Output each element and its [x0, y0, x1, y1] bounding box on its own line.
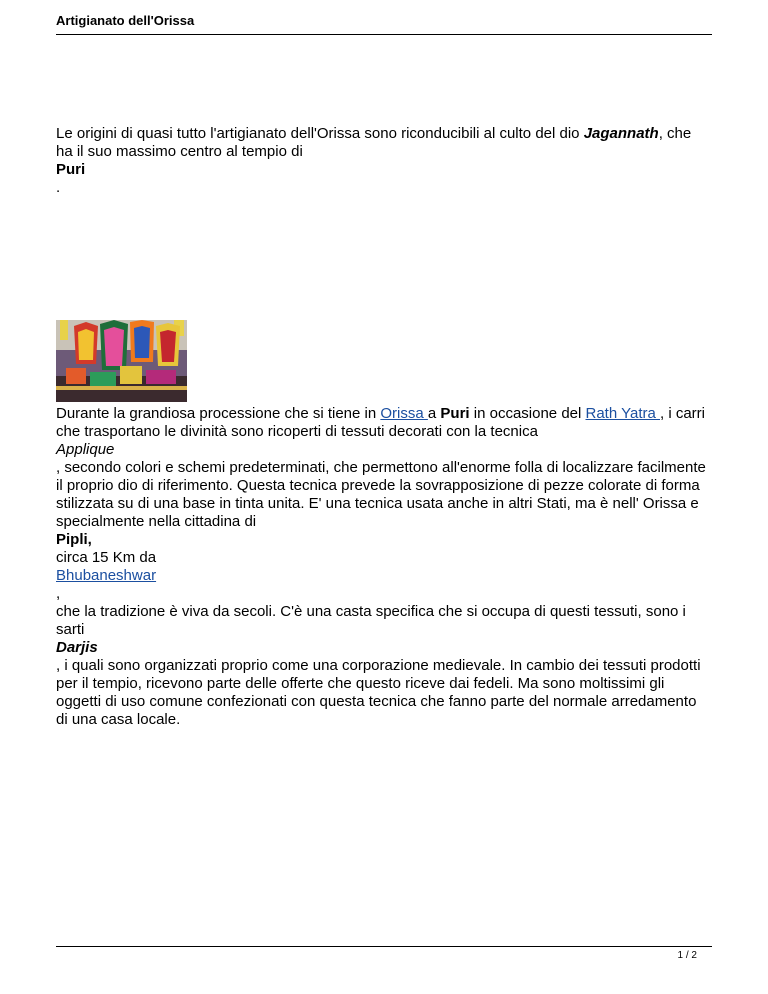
pipli-town [56, 531, 712, 549]
deity-name: Jagannath [583, 125, 659, 142]
technique-description: , secondo colori e schemi predeterminati, che permettono all'enorme folla di localizzare facilmente il proprio dio di riferimento. Questa tecnica prevede la sovrapposizione di pezze colorate di forma stilizzata su di una base in tinta unita. E' una tecnica usata anche in altri Stati, ma è nell' Orissa e specialmente nella cittadina di [56, 459, 706, 530]
pipli-name: Pipli, [56, 531, 92, 548]
procession-text-a: a [427, 405, 441, 422]
guild-text: , i quali sono organizzati proprio come una corporazione medievale. In cambio dei tessuti prodotti per il tempio, ricevono parte delle offerte che questo riceve dai fedeli. Ma sono moltissimi gli oggetti di uso comune confezionati con questa tecnica che fanno parte del normale arredamento di una casa locale. [56, 657, 701, 728]
intro-paragraph [56, 125, 712, 197]
darjis-name: Darjis [56, 639, 98, 656]
temple-town [56, 161, 712, 179]
applique-lanterns-photo [56, 320, 187, 402]
procession-text-block [56, 405, 712, 441]
page-number: 1 / 2 [677, 950, 697, 961]
rath-yatra-link[interactable]: Rath Yatra [585, 405, 660, 422]
footer-divider [56, 946, 712, 947]
applique-term: Applique [56, 441, 115, 458]
intro-text: Le origini di quasi tutto l'artigianato dell'Orissa sono riconducibili al culto del dio [56, 125, 584, 142]
procession-text-occasion: in occasione del [469, 405, 586, 422]
intro-end-period: . [56, 179, 61, 196]
tradition-text: che la tradizione è viva da secoli. C'è una casta specifica che si occupa di questi tessuti, sono i sarti [56, 603, 686, 638]
procession-text-continued: , i carri che trasportano le divinità sono ricoperti di tessuti decorati con la tecnica [56, 405, 705, 440]
bhubaneshwar-link[interactable]: Bhubaneshwar [56, 567, 157, 584]
applique-photo-illustration [56, 320, 187, 402]
pipli-distance-text: circa 15 Km da [56, 549, 157, 566]
technique-name [56, 441, 712, 459]
procession-text: Durante la grandiosa processione che si tiene in [56, 405, 381, 422]
bhubaneshwar-line [56, 567, 712, 585]
darjis-caste [56, 639, 712, 657]
intro-text-continued: , che ha il suo massimo centro al tempio di [56, 125, 692, 160]
orissa-link[interactable]: Orissa [380, 405, 428, 422]
temple-town-name: Puri [56, 161, 86, 178]
intro-text-block [56, 125, 712, 161]
header-divider [56, 34, 712, 35]
puri-name: Puri [440, 405, 470, 422]
page-header-title: Artigianato dell'Orissa [56, 13, 195, 28]
comma-line: , [56, 585, 61, 602]
applique-paragraph [56, 405, 712, 729]
